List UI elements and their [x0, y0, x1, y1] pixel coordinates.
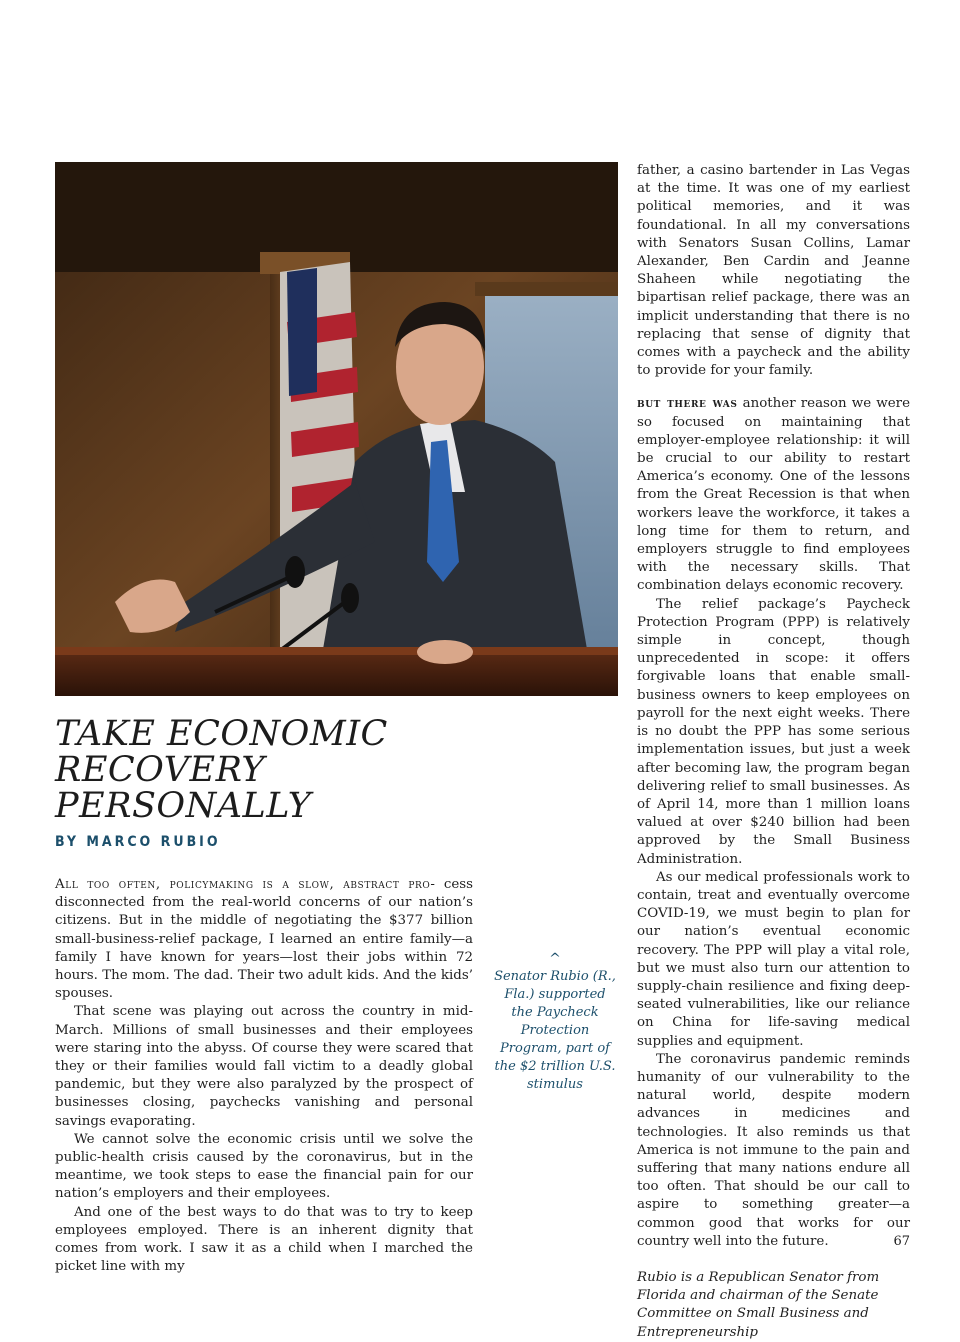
paragraph-1: [55, 876, 473, 1003]
article-headline: [55, 716, 485, 824]
headline-line-1: TAKE ECONOMIC: [55, 714, 388, 754]
paragraph-1-text: cess disconnected from the real-world concerns of our nation’s citizens. But in the middle of negotiating the $377 billion small-business-relief package, I learned an entire family—a family I have known for years—lost their jobs within 72 hours. The mom. The dad. Their two adult kids. And the kids’ spouses.: [55, 877, 473, 1002]
paragraph-4: And one of the best ways to do that was to try to keep employees employed. There is an inherent dignity that comes from work. I saw it as a child when I marched the picket line with my: [55, 1204, 473, 1275]
caption-text: Senator Rubio (R., Fla.) supported the Paycheck Protection Program, part of the $2 trillion U.S. stimulus: [494, 969, 616, 1092]
rubio-podium-illustration: [55, 162, 618, 696]
paragraph-8: As our medical professionals work to contain, treat and eventually overcome COVID-19, we must begin to plan for our nation’s eventual economic recovery. The PPP will play a vital role, but we must also turn our attention to supply-chain resilience and fixing deep-seated vulnerabilities, like our reliance on China for life-saving medical supplies and equipment.: [637, 869, 910, 1049]
headline-line-3: PERSONALLY: [55, 786, 312, 826]
paragraph-3: We cannot solve the economic crisis until we solve the public-health crisis caused by the coronavirus, but in the meantime, we took steps to ease the financial pain for our nation’s employers and their employees.: [55, 1131, 473, 1202]
paragraph-6-text: another reason we were so focused on maintaining that employer-employee relationship: it will be crucial to our ability to restart America’s economy. One of the lessons from the Great Recession is that when workers leave the workforce, it takes a long time for them to return, and employers struggle to find employees with the necessary skills. That combination delays economic recovery.: [637, 396, 910, 594]
paragraph-6: [637, 394, 910, 595]
paragraph-5: father, a casino bartender in Las Vegas at the time. It was one of my earliest political memories, and it was foundational. In all my conversations with Senators Susan Collins, Lamar Alexander, Ben Cardin and Jeanne Shaheen while negotiating the bipartisan relief package, there was an implicit understanding that there is no replacing that sense of dignity that comes with a paycheck and the ability to provide for your family.: [637, 163, 910, 379]
right-column: [637, 162, 910, 1342]
paragraph-2: That scene was playing out across the country in mid-March. Millions of small businesses and their employees were staring into the abyss. Of course they were scared that they or their families would fall victim to a deadly global pandemic, but they were also paralyzed by the prospect of businesses closing, paychecks vanishing and personal savings evaporating.: [55, 1004, 473, 1129]
left-column: [55, 876, 473, 1276]
run-in-heading: but there was: [637, 395, 738, 412]
photo-caption: [494, 952, 616, 1094]
paragraph-9: The coronavirus pandemic reminds humanity of our vulnerability to the natural world, despite modern advances in medicines and technologies. It also reminds us that America is not immune to the pain and suffering that many nations endure all too often. That should be our call to aspire to something greater—a common good that works for our country well into the future.: [637, 1051, 910, 1249]
article-photo: [55, 162, 618, 696]
byline: BY MARCO RUBIO: [55, 834, 221, 850]
headline-line-2: RECOVERY: [55, 750, 265, 790]
opening-smallcaps: All too often, policymaking is a slow, abstract pro-: [55, 877, 436, 892]
author-bio: Rubio is a Republican Senator from Florida and chairman of the Senate Committee on Small Business and Entrepreneurship: [637, 1269, 880, 1340]
caret-up-icon: ^: [549, 951, 561, 967]
paragraph-7: The relief package’s Paycheck Protection Program (PPP) is relatively simple in concept, though unprecedented in scope: it offers forgivable loans that enable small-business owners to keep employees on payroll for the next eight weeks. There is no doubt the PPP has some serious implementation issues, but just a week after becoming law, the program began delivering relief to small businesses. As of April 14, more than 1 million loans valued at over $240 billion had been approved by the Small Business Administration.: [637, 596, 910, 867]
page-number: 67: [893, 1234, 910, 1249]
